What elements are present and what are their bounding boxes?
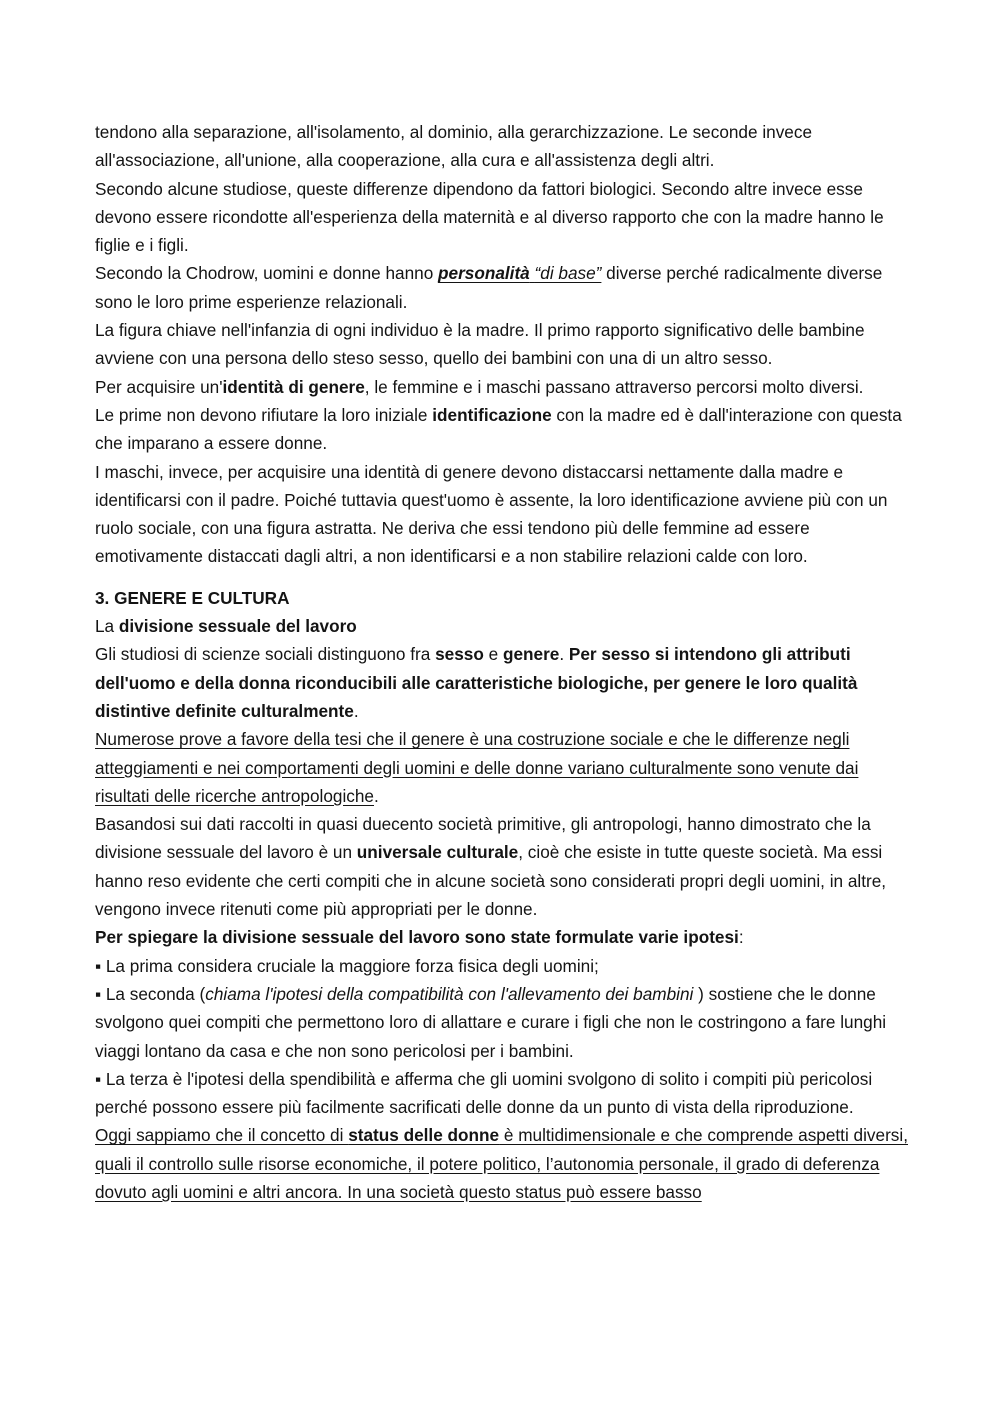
subheading xyxy=(95,612,915,640)
paragraph-chodrow xyxy=(95,259,915,316)
term-personalita: personalità xyxy=(438,263,530,284)
text: ▪ La seconda ( xyxy=(95,983,206,1004)
text: . xyxy=(353,700,359,721)
term-genere: genere xyxy=(502,644,560,665)
text: ) sostiene che le donne svolgono quei compiti che permettono loro di allattare e curare i figli che non le costringono a fare lunghi viaggi lontano da casa e che non sono pericolosi per i bambini. xyxy=(95,983,887,1061)
text: , cioè che esiste in tutte queste società. Ma essi hanno reso evidente che certi compiti che in alcune società sono considerati propri degli uomini, in altre, vengono invece ritenuti come più appropriati per le donne. xyxy=(95,842,887,920)
term-personalita-di-base xyxy=(438,263,601,283)
term-di-base: “di base” xyxy=(534,263,602,284)
bold-text: Per spiegare la divisione sessuale del lavoro sono state formulate varie ipotesi xyxy=(95,927,739,948)
paragraph-biological-factors xyxy=(95,175,915,260)
text: , le femmine e i maschi passano attraverso percorsi molto diversi. xyxy=(364,376,864,397)
paragraph-mother-figure xyxy=(95,316,915,373)
term-status-delle-donne: status delle donne xyxy=(348,1125,500,1146)
bullet-item-second xyxy=(95,980,915,1065)
text: : xyxy=(738,927,744,948)
text: tendono alla separazione, all'isolamento, al dominio, alla gerarchizzazione. Le seconde invece all'associazione, all'unione, alla cooperazione, alla cura e all'assistenza degli altri. xyxy=(95,122,813,171)
paragraph-hypotheses-intro xyxy=(95,923,915,951)
bullet-item-third xyxy=(95,1065,915,1122)
text: Secondo la Chodrow, uomini e donne hanno xyxy=(95,263,439,284)
paragraph-males xyxy=(95,458,915,571)
text: ▪ La prima considera cruciale la maggiore forza fisica degli uomini; xyxy=(95,955,599,976)
text: Le prime non devono rifiutare la loro iniziale xyxy=(95,404,433,425)
text: e xyxy=(483,644,503,665)
text: La figura chiave nell'infanzia di ogni individuo è la madre. Il primo rapporto significativo delle bambine avviene con una persona dello steso sesso, quello dei bambini con una di un altro sesso. xyxy=(95,320,865,369)
term-sesso: sesso xyxy=(435,644,484,665)
paragraph-primitive-societies xyxy=(95,810,915,923)
term-divisione-sessuale: divisione sessuale del lavoro xyxy=(118,616,357,637)
paragraph-anthropology xyxy=(95,725,915,810)
paragraph-women-status xyxy=(95,1121,915,1206)
paragraph-gender-tendencies xyxy=(95,118,915,175)
text: Basandosi sui dati raccolti in quasi duecento società primitive, gli antropologi, hanno dimostrato che la divisione sessuale del lavoro è un xyxy=(95,814,871,863)
paragraph-identification xyxy=(95,401,915,458)
italic-text: chiama l'ipotesi della compatibilità con l'allevamento dei bambini xyxy=(205,983,694,1004)
underlined-text: Numerose prove a favore della tesi che il genere è una costruzione sociale e che le differenze negli atteggiamenti e nei comportamenti degli uomini e delle donne variano culturalmente sono venute dai risultati delle ricerche antropologiche xyxy=(95,729,859,806)
text: . xyxy=(559,644,569,665)
text: . xyxy=(373,785,379,806)
text: ▪ La terza è l'ipotesi della spendibilità e afferma che gli uomini svolgono di solito i compiti più pericolosi perché possono essere più facilmente sacrificati delle donne da un punto di vista della riproduzione. xyxy=(95,1068,873,1118)
document-page xyxy=(95,118,915,1206)
text: con la madre ed è dall'interazione con questa che imparano a essere donne. xyxy=(95,404,902,454)
term-identificazione: identificazione xyxy=(432,404,552,425)
definition-sex-gender: Per sesso si intendono gli attributi dell'uomo e della donna riconducibili alle caratteristiche biologiche, per genere le loro qualità distintive definite culturalmente xyxy=(95,644,858,721)
text: Oggi sappiamo che il concetto di xyxy=(95,1125,349,1146)
text: Per acquisire un' xyxy=(95,376,223,397)
text: Gli studiosi di scienze sociali distinguono fra xyxy=(95,644,436,665)
text: diverse perché radicalmente diverse sono le loro prime esperienze relazionali. xyxy=(95,263,883,312)
text: è multidimensionale e che comprende aspetti diversi, quali il controllo sulle risorse economiche, il potere politico, l’autonomia personale, il grado di deferenza dovuto agli uomini e altri ancora. In una società questo status può essere basso xyxy=(95,1125,908,1202)
term-identita-di-genere: identità di genere xyxy=(222,376,365,397)
bullet-item-first xyxy=(95,952,915,980)
text: Secondo alcune studiose, queste differenze dipendono da fattori biologici. Secondo altre invece esse devono essere ricondotte all'esperienza della maternità e al diverso rapporto che con la madre hanno le figlie e i figli. xyxy=(95,178,884,256)
section-heading: 3. GENERE E CULTURA xyxy=(95,587,290,608)
paragraph-gender-identity xyxy=(95,373,915,401)
paragraph-sex-gender xyxy=(95,640,915,725)
text: La xyxy=(95,616,119,637)
text: I maschi, invece, per acquisire una identità di genere devono distaccarsi nettamente dalla madre e identificarsi con il padre. Poiché tuttavia quest'uomo è assente, la loro identificazione avviene più con un ruolo sociale, con una figura astratta. Ne deriva che essi tendono più delle femmine ad essere emotivamente distaccati dagli altri, a non identificarsi e a non stabilire relazioni calde con loro. xyxy=(95,461,888,567)
term-universale-culturale: universale culturale xyxy=(356,842,519,863)
